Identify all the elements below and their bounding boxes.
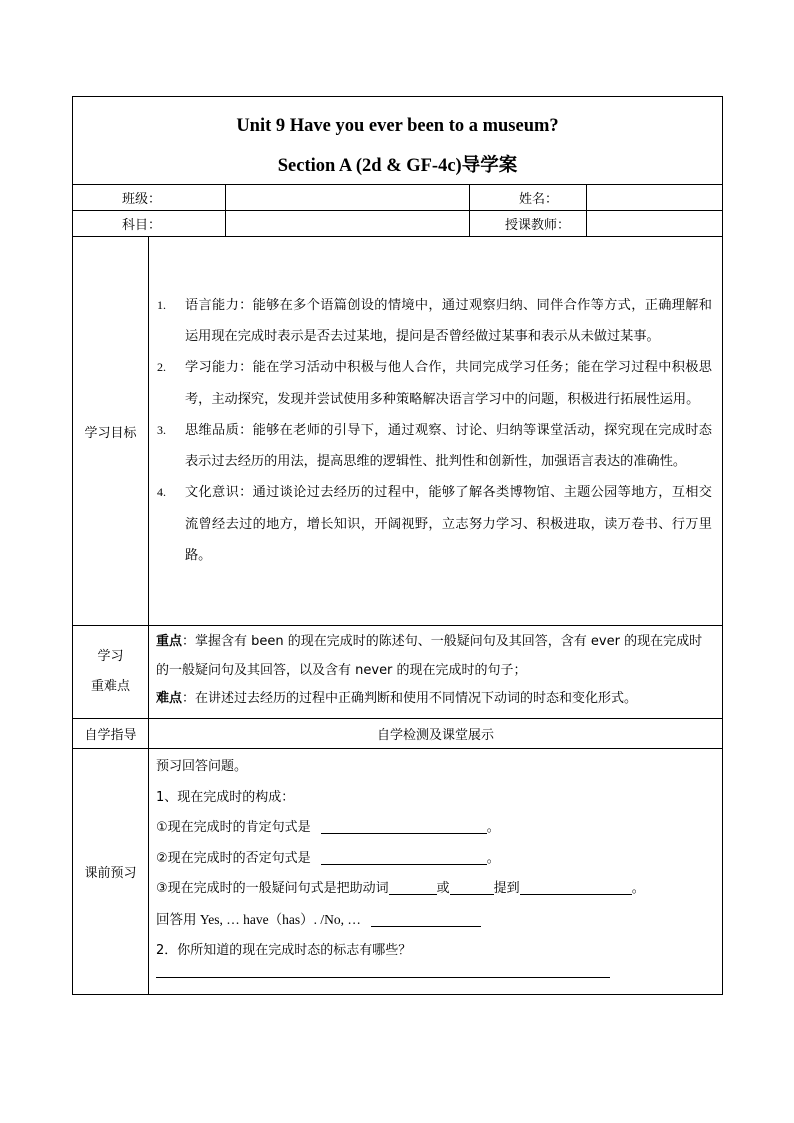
objective-number: 4.	[157, 485, 166, 500]
class-label: 班级：	[73, 185, 226, 211]
keypoints-label-line2: 重难点	[90, 679, 130, 694]
question-2-answer-area	[156, 967, 714, 979]
question-1b-prefix: ②现在完成时的否定句式是	[156, 850, 311, 866]
objective-number: 1.	[157, 298, 166, 313]
key-point	[156, 628, 714, 685]
teacher-field[interactable]	[587, 211, 723, 237]
objectives-label: 学习目标	[73, 237, 149, 626]
objective-item	[157, 477, 712, 571]
answer-format	[156, 905, 714, 937]
answer-blank[interactable]	[321, 817, 487, 834]
difficult-point-text: ：在讲述过去经历的过程中正确判断和使用不同情况下动词的时态和变化形式。	[182, 691, 638, 707]
worksheet-table	[72, 96, 723, 995]
keypoints-content	[149, 626, 723, 719]
title-cell	[73, 97, 723, 185]
question-1c-part2: 或	[436, 881, 450, 896]
objective-number: 2.	[157, 360, 166, 375]
section-title: Section A (2d & GF-4c)导学案	[277, 155, 518, 176]
preview-content	[149, 749, 723, 995]
worksheet	[72, 96, 722, 995]
answer-blank[interactable]	[321, 848, 487, 865]
name-field[interactable]	[587, 185, 723, 211]
question-1b	[156, 844, 714, 875]
preview-intro: 预习回答问题。	[156, 759, 248, 774]
name-label: 姓名：	[470, 185, 587, 211]
guide-header: 自学检测及课堂展示	[149, 719, 723, 749]
objective-text: 思维品质：能够在老师的引导下，通过观察、讨论、归纳等课堂活动，探究现在完成时态表示过去经历的用法，提高思维的逻辑性、批判性和创新性，加强语言表达的准确性。	[185, 422, 712, 470]
question-1c-part1: ③现在完成时的一般疑问句式是把助动词	[156, 881, 389, 896]
objective-text: 学习能力：能在学习活动中积极与他人合作，共同完成学习任务；能在学习过程中积极思考，主动探究，发现并尝试使用多种策略解决语言学习中的问题，积极进行拓展性运用。	[185, 360, 712, 407]
objective-number: 3.	[157, 422, 166, 437]
answer-line[interactable]	[156, 967, 610, 978]
objective-text: 文化意识：通过谈论过去经历的过程中，能够了解各类博物馆、主题公园等地方，互相交流曾经去过的地方，增长知识，开阔视野，立志努力学习、积极进取，读万卷书、行万里路。	[185, 485, 712, 563]
answer-blank[interactable]	[389, 878, 437, 895]
objective-item	[157, 290, 712, 352]
preview-label: 课前预习	[73, 749, 149, 995]
answer-blank[interactable]	[450, 878, 494, 895]
question-1b-suffix: 。	[486, 850, 500, 866]
question-1: 1、现在完成时的构成：	[156, 789, 295, 805]
objectives-content	[149, 237, 723, 626]
objective-item	[157, 415, 712, 477]
subject-label: 科目：	[73, 211, 226, 237]
unit-title: Unit 9 Have you ever been to a museum?	[236, 115, 559, 136]
key-point-text: ：掌握含有 been 的现在完成时的陈述句、一般疑问句及其回答，含有 ever 的现在完成时的一般疑问句及其回答，以及含有 never 的现在完成时的句子；	[156, 634, 703, 678]
question-1a-prefix: ①现在完成时的肯定句式是	[156, 820, 311, 835]
keypoints-label-line1: 学习	[97, 649, 124, 664]
difficult-point	[156, 685, 714, 714]
question-1a-suffix: 。	[486, 820, 500, 835]
keypoints-label	[73, 626, 149, 719]
guide-label: 自学指导	[73, 719, 149, 749]
question-1c-part3: 提到	[493, 881, 520, 896]
subject-field[interactable]	[226, 211, 470, 237]
objective-text: 语言能力：能够在多个语篇创设的情境中，通过观察归纳、同伴合作等方式，正确理解和运用现在完成时表示是否去过某地，提问是否曾经做过某事和表示从未做过某事。	[185, 298, 712, 345]
answer-blank[interactable]	[371, 910, 481, 927]
objective-item	[157, 352, 712, 414]
question-1c-suffix: 。	[631, 881, 645, 896]
question-2: 2．你所知道的现在完成时态的标志有哪些？	[156, 943, 412, 958]
teacher-label: 授课教师：	[470, 211, 587, 237]
answer-blank[interactable]	[520, 878, 632, 895]
difficult-point-label: 难点	[156, 691, 183, 707]
answer-format-text: 回答用 Yes, … have（has）. /No, …	[156, 911, 361, 927]
class-field[interactable]	[226, 185, 470, 211]
key-point-label: 重点	[156, 634, 183, 650]
question-1a	[156, 813, 714, 844]
question-1c	[156, 874, 714, 905]
